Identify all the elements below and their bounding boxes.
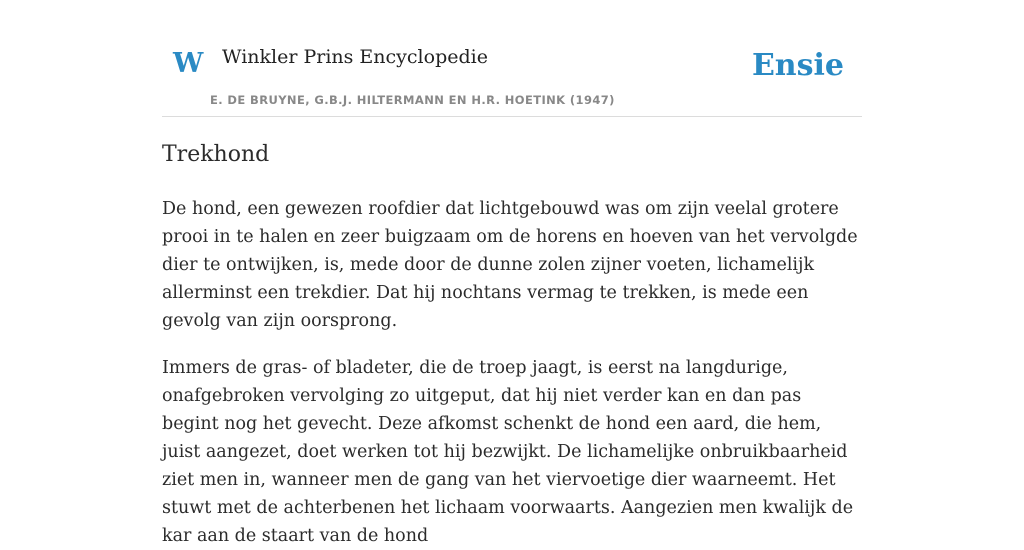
article <box>162 139 862 550</box>
article-paragraph: De hond, een gewezen roofdier dat lichtgebouwd was om zijn veelal grotere prooi in te halen en zeer buigzaam om de horens en hoeven van het vervolgde dier te ontwijken, is, mede door de dunne zolen zijner voeten, lichamelijk allerminst een trekdier. Dat hij nochtans vermag te trekken, is mede een gevolg van zijn oorsprong. <box>162 199 858 331</box>
site-header <box>162 0 862 117</box>
publication-authors: E. DE BRUYNE, G.B.J. HILTERMANN EN H.R. HOETINK (1947) <box>210 93 615 107</box>
publication-logo-icon[interactable]: W <box>173 48 204 79</box>
brand-logo[interactable]: Ensie <box>751 48 844 83</box>
publication-title[interactable]: Winkler Prins Encyclopedie <box>222 46 488 68</box>
article-paragraph: Immers de gras- of bladeter, die de troep jaagt, is eerst na langdurige, onafgebroken vervolging zo uitgeput, dat hij niet verder kan en dan pas begint nog het gevecht. Deze afkomst schenkt de hond een aard, die hem, juist aangezet, doet werken tot hij bezwijkt. De lichamelijke onbruikbaarheid ziet men in, wanneer men de gang van het viervoetige dier waarneemt. Het stuwt met de achterbenen het lichaam voorwaarts. Aangezien men kwalijk de kar aan de staart van de hond <box>162 358 854 546</box>
article-title: Trekhond <box>162 142 270 167</box>
